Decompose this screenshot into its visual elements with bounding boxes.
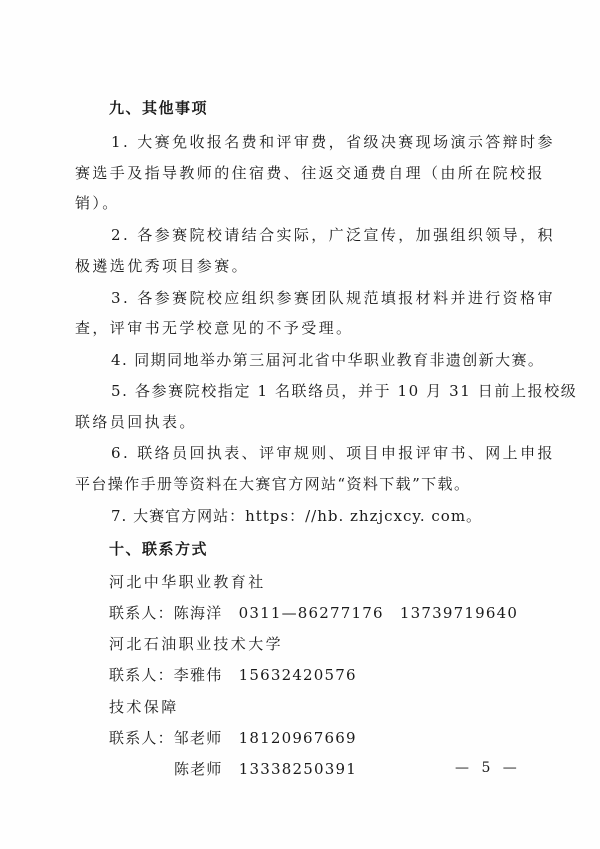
item-5-line-2: 联络员回执表。	[75, 413, 197, 431]
section-10-heading: 十、联系方式	[109, 540, 209, 558]
item-6-line-2: 平台操作手册等资料在大赛官方网站“资料下载”下载。	[75, 475, 471, 493]
item-5-line-1: 5. 各参赛院校指定 1 名联络员，并于 10 月 31 日前上报校级	[111, 382, 578, 400]
contact-org-3: 技术保障	[109, 698, 179, 716]
item-3-line-1: 3. 各参赛院校应组织参赛团队规范填报材料并进行资格审	[111, 289, 555, 307]
contact-org-2: 河北石油职业技术大学	[109, 635, 284, 653]
contact-person-2: 联系人：李雅伟 15632420576	[109, 666, 357, 684]
item-6-line-1: 6. 联络员回执表、评审规则、项目申报评审书、网上申报	[111, 444, 555, 462]
item-2-line-2: 极遴选优秀项目参赛。	[75, 257, 250, 275]
item-7-line-1: 7. 大赛官方网站：https：//hb. zhzjcxcy. com。	[111, 507, 483, 525]
contact-person-3: 联系人：邹老师 18120967669	[109, 729, 357, 747]
page-number: — 5 —	[455, 760, 521, 776]
contact-person-4: 陈老师 13338250391	[174, 760, 357, 778]
item-3-line-2: 查，评审书无学校意见的不予受理。	[75, 319, 354, 337]
contact-person-1: 联系人：陈海洋 0311—86277176 13739719640	[109, 604, 519, 622]
contact-org-1: 河北中华职业教育社	[109, 573, 266, 591]
item-2-line-1: 2. 各参赛院校请结合实际，广泛宣传，加强组织领导，积	[111, 226, 555, 244]
item-1-line-3: 销）。	[75, 194, 120, 212]
item-1-line-1: 1. 大赛免收报名费和评审费，省级决赛现场演示答辩时参	[111, 133, 555, 151]
section-9-heading: 九、其他事项	[109, 99, 209, 117]
item-4-line-1: 4. 同期同地举办第三届河北省中华职业教育非遗创新大赛。	[111, 351, 545, 369]
item-1-line-2: 赛选手及指导教师的住宿费、往返交通费自理（由所在院校报	[75, 164, 545, 182]
